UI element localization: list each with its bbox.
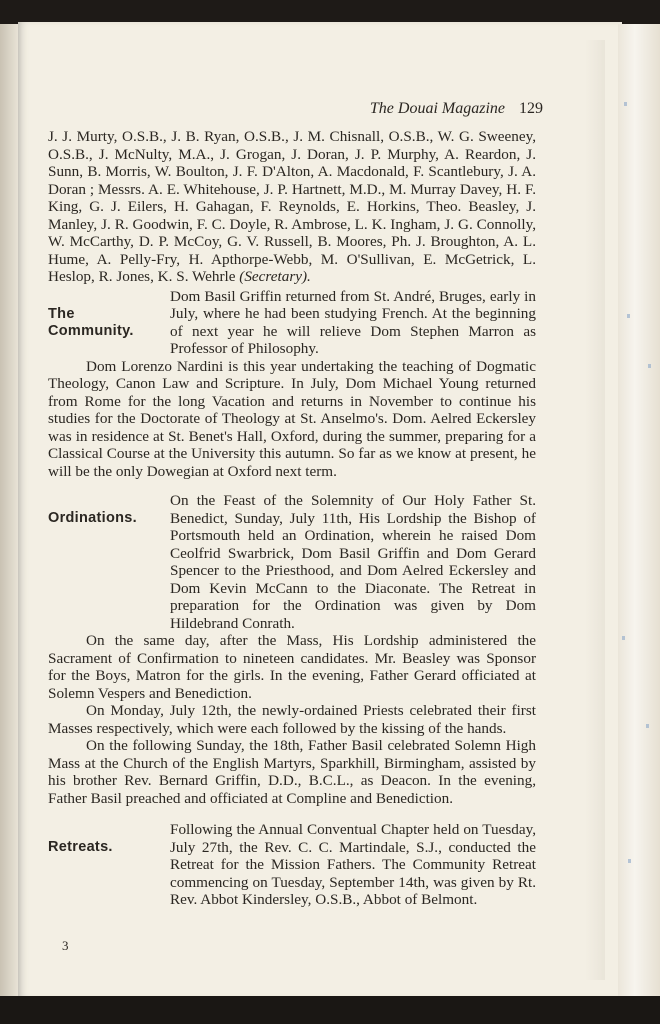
secretary-note: (Secretary). — [239, 268, 311, 285]
section-retreats — [48, 821, 536, 909]
member-list: J. J. Murty, O.S.B., J. B. Ryan, O.S.B., J. M. Chisnall, O.S.B., W. G. Sweeney, O.S.B., J. McNulty, M.A., J. Grogan, J. Doran, J. P. Murphy, A. Reardon, J. Sunn, B. Morris, W. Boulton, J. F. D'Alton, A. Macdonald, F. Scantlebury, J. A. Doran ; Messrs. A. E. Whitehouse, J. P. Hartnett, M.D., M. Murray Davey, H. F. King, G. J. Eilers, H. Gahagan, F. Reynolds, E. Horkins, Theo. Beasley, J. Manley, J. R. Goodwin, F. C. Doyle, R. Ambrose, L. K. Ingham, J. G. Connolly, W. McCarthy, D. P. McCoy, G. V. Russell, B. Moores, Ph. J. Broughton, A. L. Hume, A. Pelly-Fry, H. Apthorpe-Webb, M. O'Sullivan, E. McGetrick, L. Heslop, R. Jones, K. S. Wehrle — [48, 128, 536, 285]
section-heading: Retreats. — [48, 839, 113, 855]
section-paragraph: Dom Lorenzo Nardini is this year undertaking the teaching of Dogmatic Theology, Canon Law and Scripture. In July, Dom Michael Young returned from Rome for the long Vacation and returns in November to continue his studies for the Doctorate of Theology at St. Anselmo's. Dom. Aelred Eckersley was in residence at St. Benet's Hall, Oxford, during the summer, preparing for a Classical Course at the University this autumn. So far as we know at present, he will be the only Dowegian at Oxford next term. — [48, 357, 536, 480]
scan-bottom-border — [0, 996, 660, 1024]
section-paragraph: On Monday, July 12th, the newly-ordained Priests celebrated their first Masses respectively, which were each followed by the kissing of the hands. — [48, 702, 536, 737]
section-paragraph: On the following Sunday, the 18th, Father Basil celebrated Solemn High Mass at the Church of the English Martyrs, Sparkhill, Birmingham, assisted by his brother Rev. Bernard Griffin, D.D., B.C.L., as Deacon. In the evening, Father Basil preached and officiated at Compline and Benediction. — [48, 737, 536, 807]
section-heading: Ordinations. — [48, 510, 137, 526]
page-number: 129 — [519, 100, 543, 117]
section-heading-cont: Community. — [48, 322, 134, 339]
section-paragraph: On the same day, after the Mass, His Lordship administered the Sacrament of Confirmation to nineteen candidates. Mr. Beasley was Sponsor for the Boys, Matron for the girls. In the evening, Father Gerard officiated at Solemn Vespers and Benediction. — [48, 632, 536, 702]
scan-top-border — [0, 0, 660, 24]
section-community — [48, 288, 536, 481]
running-header — [48, 100, 543, 118]
section-lead: Dom Basil Griffin returned from St. André, Bruges, early in July, where he had been studying French. At the beginning of next year he will relieve Dom Stephen Marron as Professor of Philosophy. — [170, 287, 536, 357]
section-lead: On the Feast of the Solemnity of Our Holy Father St. Benedict, Sunday, July 11th, His Lordship the Bishop of Portsmouth held an Ordination, wherein he raised Dom Ceolfrid Swarbrick, Dom Basil Griffin and Dom Gerard Spencer to the Priesthood, and Dom Aelred Eckersley and Dom Kevin McCann to the Diaconate. The Retreat in preparation for the Ordination was given by Dom Hildebrand Conrath. — [170, 492, 536, 632]
book-gutter — [0, 24, 18, 996]
section-lead: Following the Annual Conventual Chapter held on Tuesday, July 27th, the Rev. C. C. Martindale, S.J., conducted the Retreat for the Mission Fathers. The Community Retreat commencing on Tuesday, September 14th, was given by Rt. Rev. Abbot Kindersley, O.S.B., Abbot of Belmont. — [170, 821, 536, 908]
section-heading: The — [48, 305, 75, 322]
page-fore-edge — [618, 24, 660, 996]
journal-title: The Douai Magazine — [369, 100, 505, 117]
intro-paragraph — [48, 128, 536, 286]
article-body — [48, 128, 536, 909]
signature-mark: 3 — [62, 938, 69, 953]
section-ordinations — [48, 492, 536, 807]
page-shade — [585, 40, 605, 980]
